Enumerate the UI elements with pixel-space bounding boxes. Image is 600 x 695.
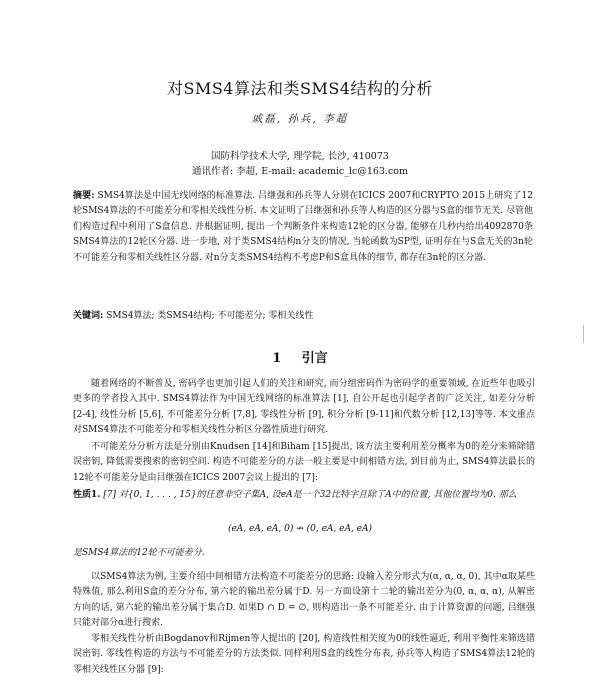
section-heading [0,347,600,366]
paper-title: 对SMS4算法和类SMS4结构的分析 [167,79,433,98]
author-list: 戚磊, 孙兵, 李超 [251,113,349,125]
property-1 [73,488,535,503]
affiliation: 国防科学技术大学, 理学院, 长沙, 410073 [211,151,389,162]
abstract [73,189,533,266]
formula: (eA, eA, eA, 0) ↛ (0, eA, eA, eA) [227,524,373,534]
keywords-text: SMS4算法; 类SMS4结构; 不可能差分; 零相关线性 [106,311,314,321]
property-note: 是SMS4算法的12轮不可能差分. [73,548,205,558]
paragraph-zero-correlation: 零相关线性分析由Bogdanov和Rijmen等人提出的 [20], 构造线性相关度为0的线性逼近, 利用平衡性来筛选错误密钥. 零线性构造的方法与不可能差分的方法类似. 同样利用S盒的线性分布表, 孙兵等人构造了SMS4算法12轮的零相关线性区分器 [9]: [73,634,535,675]
paragraph-intro: 随着网络的不断普及, 密码学也更加引起人们的关注和研究, 而分组密码作为密码学的重要领域, 在近些年也吸引更多的学者投入其中. SMS4算法作为中国无线网络的标准算法 [1], 自公开起也引起学者的广泛关注, 如差分分析 [2-4], 线性分析 [5,6], 不可能差分分析 [7,8], 零线性分析 [9], 积分分析 [9-11]和代数分析 [12,13]等等. 本文重点对SMS4算法不可能差分和零相关线性分析区分器性质进行研究. [73,379,535,436]
abstract-text: SMS4算法是中国无线网络的标准算法. 吕继强和孙兵等人分别在ICICS 2007和CRYPTO 2015上研究了12轮SMS4算法的不可能差分和零相关线性分析. 本文证明了吕继强和孙兵等人构造的区分器与S盒的细节无关. 尽管他们构造过程中利用了S盒信息. 并根据证明, 提出一个判断条件来构造12轮的区分器, 能够在几秒内给出4092870条SMS4算法的12轮区分器. 进一步地, 对于类SMS4结构n分支的情况, 当轮函数为SP型, 证明存在与S盒无关的3n轮不可能差分和零相关线性区分器. 对n分支类SMS4结构不考虑P和S盒具体的细节, 都存在3n轮的区分器. [73,191,533,263]
paragraph-miss-in-middle: 以SMS4算法为例, 主要介绍中间相错方法构造不可能差分的思路: 设输入差分形式为(α, α, α, 0), 其中α取某些特殊值, 那么利用S盒的差分分布, 第六轮的输出差分属于D. 另一方面设第十二轮的输出差分为(0, α, α, α), 从解密方向的话, 第六轮的输出差分属于集合D. 如果D ∩ D = ∅, 则构造出一条不可能差分. 由于计算资源的问题, 吕继强只能对部分α进行搜索. [73,572,535,629]
keywords-label: 关键词: [73,311,104,321]
abstract-label: 摘要: [73,191,95,201]
section-number: 1 [272,351,282,366]
paragraph-impossible-differential: 不可能差分分析方法是分别由Knudsen [14]和Biham [15]提出, 该方法主要利用差分概率为0的差分来筛除错误密钥, 降低需要搜索的密钥空间. 构造不可能差分的方法一般主要是中间相错方法, 到目前为止, SMS4算法最长的12轮不可能差分是由吕继强在ICICS 2007会议上提出的 [7]: [73,442,535,483]
keywords [73,309,533,323]
affiliation-block [0,149,600,179]
section-title: 引言 [301,351,328,366]
margin-mark [583,325,584,343]
property-label: 性质1. [73,490,101,500]
contact-email: 通讯作者: 李超, E-mail: academic_lc@163.com [191,166,409,177]
property-text: [7] 对{0, 1, . . . , 15}的任意非空子集A, 设eA是一个32比特字且除了A中的位置, 其他位置均为0. 那么 [103,490,517,500]
